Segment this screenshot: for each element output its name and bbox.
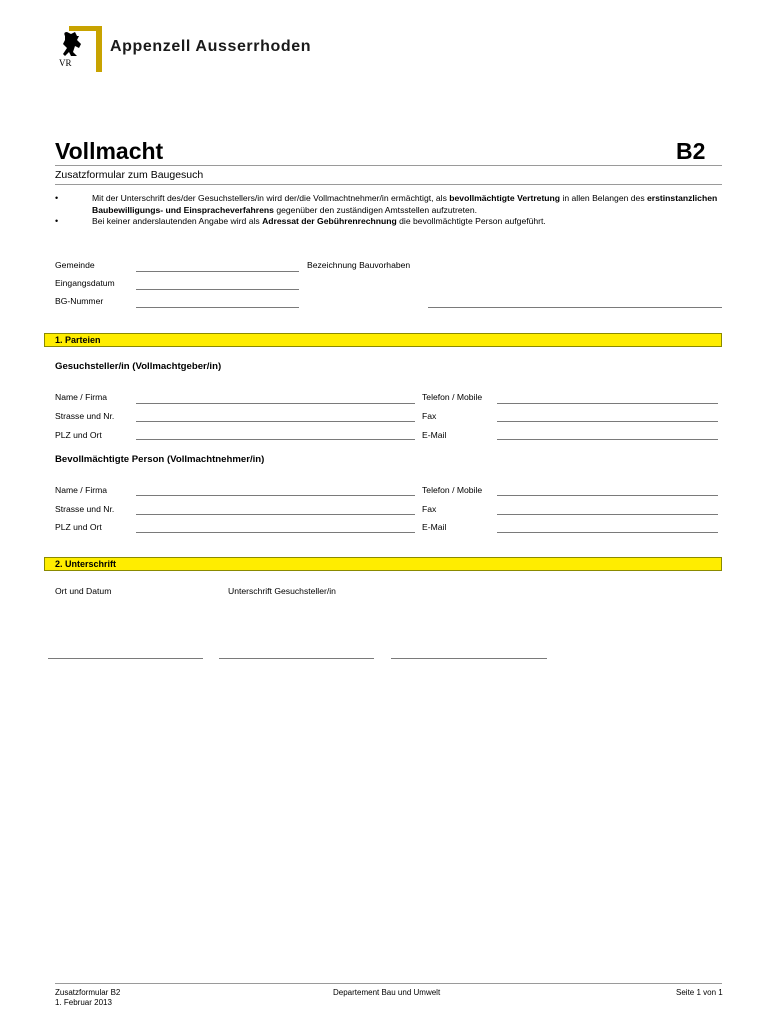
applicant-heading: Gesuchsteller/in (Vollmachtgeber/in) bbox=[55, 361, 222, 372]
ort-datum-field[interactable] bbox=[48, 658, 203, 659]
signature-field-2[interactable] bbox=[391, 658, 547, 659]
intro-text: Bei keiner anderslautenden Angabe wird als bbox=[92, 216, 263, 226]
eingangsdatum-field[interactable] bbox=[136, 289, 299, 290]
rep-telefon-field[interactable] bbox=[497, 495, 718, 496]
rep-email-label: E-Mail bbox=[422, 522, 447, 532]
footer-divider bbox=[55, 983, 722, 984]
subtitle-divider bbox=[55, 184, 722, 185]
page-subtitle: Zusatzformular zum Baugesuch bbox=[55, 169, 204, 181]
org-name: Appenzell Ausserrhoden bbox=[110, 38, 312, 55]
intro-bold: bevollmächtigte Vertretung bbox=[449, 193, 561, 203]
applicant-name-field[interactable] bbox=[136, 403, 415, 404]
applicant-fax-field[interactable] bbox=[497, 421, 718, 422]
intro-bullet-1 bbox=[55, 193, 723, 216]
applicant-telefon-label: Telefon / Mobile bbox=[422, 392, 483, 402]
intro-bullet-2 bbox=[55, 216, 723, 228]
section-parteien-header: 1. Parteien bbox=[44, 333, 722, 347]
eingangsdatum-label: Eingangsdatum bbox=[55, 278, 115, 288]
applicant-name-label: Name / Firma bbox=[55, 392, 108, 402]
gemeinde-field[interactable] bbox=[136, 271, 299, 272]
rep-email-field[interactable] bbox=[497, 532, 718, 533]
footer-form-info bbox=[55, 988, 120, 1008]
form-code: B2 bbox=[676, 138, 706, 164]
applicant-strasse-label: Strasse und Nr. bbox=[55, 411, 115, 421]
page-title: Vollmacht bbox=[55, 138, 164, 164]
canton-logo bbox=[55, 26, 103, 74]
ort-datum-label: Ort und Datum bbox=[55, 586, 112, 596]
signature-field-1[interactable] bbox=[219, 658, 374, 659]
intro-bold: Adressat der Gebührenrechnung bbox=[262, 216, 397, 226]
intro-bold: erstinstanzlichen Baubewilligungs- und Einspracheverfahrens bbox=[92, 193, 718, 215]
rep-telefon-label: Telefon / Mobile bbox=[422, 485, 483, 495]
section-unterschrift-header: 2. Unterschrift bbox=[44, 557, 722, 571]
title-divider bbox=[55, 165, 722, 166]
intro-bullets bbox=[55, 193, 723, 228]
footer-date: 1. Februar 2013 bbox=[55, 998, 112, 1007]
rep-strasse-field[interactable] bbox=[136, 514, 415, 515]
rep-plz-field[interactable] bbox=[136, 532, 415, 533]
rep-plz-label: PLZ und Ort bbox=[55, 522, 102, 532]
intro-text: die bevollmächtigte Person aufgeführt. bbox=[396, 216, 546, 226]
intro-text: gegenüber den zuständigen Amtsstellen aufzutreten. bbox=[273, 204, 477, 215]
applicant-strasse-field[interactable] bbox=[136, 421, 415, 422]
rep-fax-field[interactable] bbox=[497, 514, 718, 515]
unterschrift-label: Unterschrift Gesuchsteller/in bbox=[228, 586, 336, 596]
representative-heading: Bevollmächtigte Person (Vollmachtnehmer/in) bbox=[55, 454, 265, 465]
bullet-icon: • bbox=[55, 193, 59, 203]
intro-text: Mit der Unterschrift des/der Gesuchstellers/in wird der/die Vollmachtnehmer/in ermächtigt, als bbox=[92, 193, 450, 203]
rep-name-label: Name / Firma bbox=[55, 485, 108, 495]
rep-fax-label: Fax bbox=[422, 504, 437, 514]
bg-nummer-label: BG-Nummer bbox=[55, 296, 104, 306]
intro-text: in allen Belangen des bbox=[560, 193, 648, 203]
rep-strasse-label: Strasse und Nr. bbox=[55, 504, 115, 514]
bg-nummer-field[interactable] bbox=[136, 307, 299, 308]
gemeinde-label: Gemeinde bbox=[55, 260, 95, 270]
applicant-plz-label: PLZ und Ort bbox=[55, 430, 102, 440]
bezeichnung-field[interactable] bbox=[428, 307, 722, 308]
applicant-email-label: E-Mail bbox=[422, 430, 447, 440]
applicant-plz-field[interactable] bbox=[136, 439, 415, 440]
bezeichnung-label: Bezeichnung Bauvorhaben bbox=[307, 260, 411, 270]
footer-department: Departement Bau und Umwelt bbox=[333, 988, 441, 997]
footer-form-name: Zusatzformular B2 bbox=[55, 988, 121, 997]
applicant-telefon-field[interactable] bbox=[497, 403, 718, 404]
rep-name-field[interactable] bbox=[136, 495, 415, 496]
logo-letter-v: VR bbox=[59, 58, 72, 68]
applicant-email-field[interactable] bbox=[497, 439, 718, 440]
footer-page-number: Seite 1 von 1 bbox=[676, 988, 723, 997]
bullet-icon: • bbox=[55, 216, 59, 226]
applicant-fax-label: Fax bbox=[422, 411, 437, 421]
